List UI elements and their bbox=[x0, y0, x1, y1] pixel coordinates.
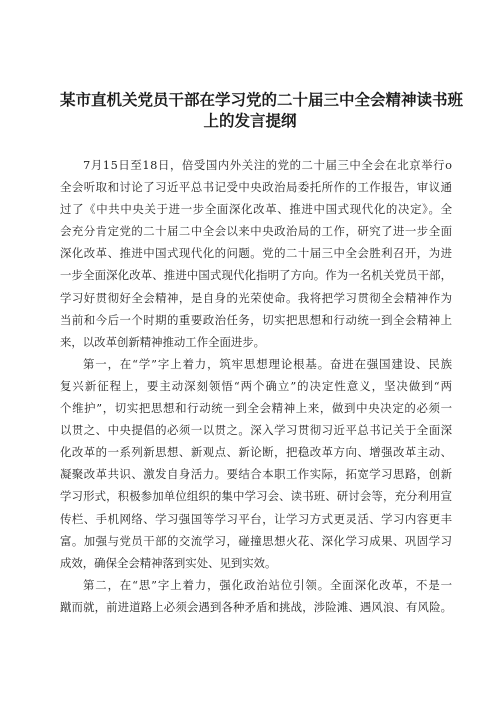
text-line: 学习好贯彻好全会精神，是自身的光荣使命。我将把学习贯彻全会精神作为 bbox=[60, 290, 453, 305]
paragraph-line bbox=[60, 552, 452, 574]
text-line: 凝聚改革共识、激发自身活力。要结合本职工作实际，拓宽学习思路，创新 bbox=[60, 467, 453, 482]
text-line: 蹴而就，前进道路上必须会遇到各种矛盾和挑战，涉险滩、遇风浪、有风险。 bbox=[60, 599, 453, 614]
text-line: 过了《中共中央关于进一步全面深化改革、推进中国式现代化的决定》。全 bbox=[60, 202, 453, 217]
text-line: 第一，在“学”字上着力，筑牢思想理论根基。奋进在强国建设、民族 bbox=[83, 356, 453, 371]
text-line: 富。加强与党员干部的交流学习，碰撞思想火花、深化学习成果、巩固学习 bbox=[60, 533, 453, 548]
document-title-line-2: 上的发言提纲 bbox=[203, 112, 297, 130]
paragraph-line bbox=[60, 264, 452, 286]
paragraph-line bbox=[60, 176, 452, 198]
text-line: 第二，在“思”字上着力，强化政治站位引领。全面深化改革，不是一 bbox=[83, 577, 453, 592]
text-line: 化改革的一系列新思想、新观点、新论断，把稳改革方向、增强改革主动、 bbox=[60, 445, 453, 460]
paragraph-line bbox=[60, 508, 452, 530]
paragraph-line bbox=[60, 220, 452, 242]
document-body bbox=[60, 154, 452, 618]
paragraph-line bbox=[60, 441, 452, 463]
paragraph-line bbox=[60, 375, 452, 397]
paragraph-line bbox=[60, 154, 452, 176]
paragraph-line bbox=[60, 287, 452, 309]
paragraph-line bbox=[60, 574, 452, 596]
text-line: 来，以改革创新精神推动工作全面进步。 bbox=[60, 334, 266, 349]
paragraph-line bbox=[60, 530, 452, 552]
paragraph-line bbox=[60, 331, 452, 353]
text-line: 复兴新征程上，要主动深刻领悟“两个确立”的决定性意义，坚决做到“两 bbox=[60, 378, 454, 393]
paragraph-line bbox=[60, 419, 452, 441]
document-title-line-1: 某市直机关党员干部在学习党的二十届三中全会精神读书班 bbox=[60, 91, 464, 109]
text-line: 当前和今后一个时期的重要政治任务，切实把思想和行动统一到全会精神上 bbox=[60, 312, 453, 327]
paragraph-line bbox=[60, 463, 452, 485]
text-line: 全会听取和讨论了习近平总书记受中央政治局委托所作的工作报告，审议通 bbox=[60, 180, 453, 195]
text-line: 深化改革、推进中国式现代化的问题。党的二十届三中全会胜利召开，为进 bbox=[60, 246, 453, 261]
paragraph-line bbox=[60, 309, 452, 331]
text-line: 传栏、手机网络、学习强国等学习平台，让学习方式更灵活、学习内容更丰 bbox=[60, 511, 453, 526]
paragraph-line bbox=[60, 242, 452, 264]
paragraph-line bbox=[60, 485, 452, 507]
text-line: 7月15日至18日，倍受国内外关注的党的二十届三中全会在北京举行o bbox=[83, 158, 453, 172]
paragraph-line bbox=[60, 596, 452, 618]
text-line: 个维护”，切实把思想和行动统一到全会精神上来，做到中央决定的必须一 bbox=[60, 401, 453, 416]
text-line: 一步全面深化改革、推进中国式现代化指明了方向。作为一名机关党员干部， bbox=[60, 268, 453, 283]
text-line: 会充分肯定党的二十届二中全会以来中央政治局的工作，研究了进一步全面 bbox=[60, 224, 453, 239]
text-line: 以贯之、中央提倡的必须一以贯之。深入学习贯彻习近平总书记关于全面深 bbox=[60, 423, 453, 438]
paragraph-line bbox=[60, 353, 452, 375]
paragraph-line bbox=[60, 397, 452, 419]
paragraph-line bbox=[60, 198, 452, 220]
text-line: 成效，确保全会精神落到实处、见到实效。 bbox=[60, 555, 277, 570]
text-line: 学习形式，积极参加单位组织的集中学习会、读书班、研讨会等，充分利用宣 bbox=[60, 489, 453, 504]
